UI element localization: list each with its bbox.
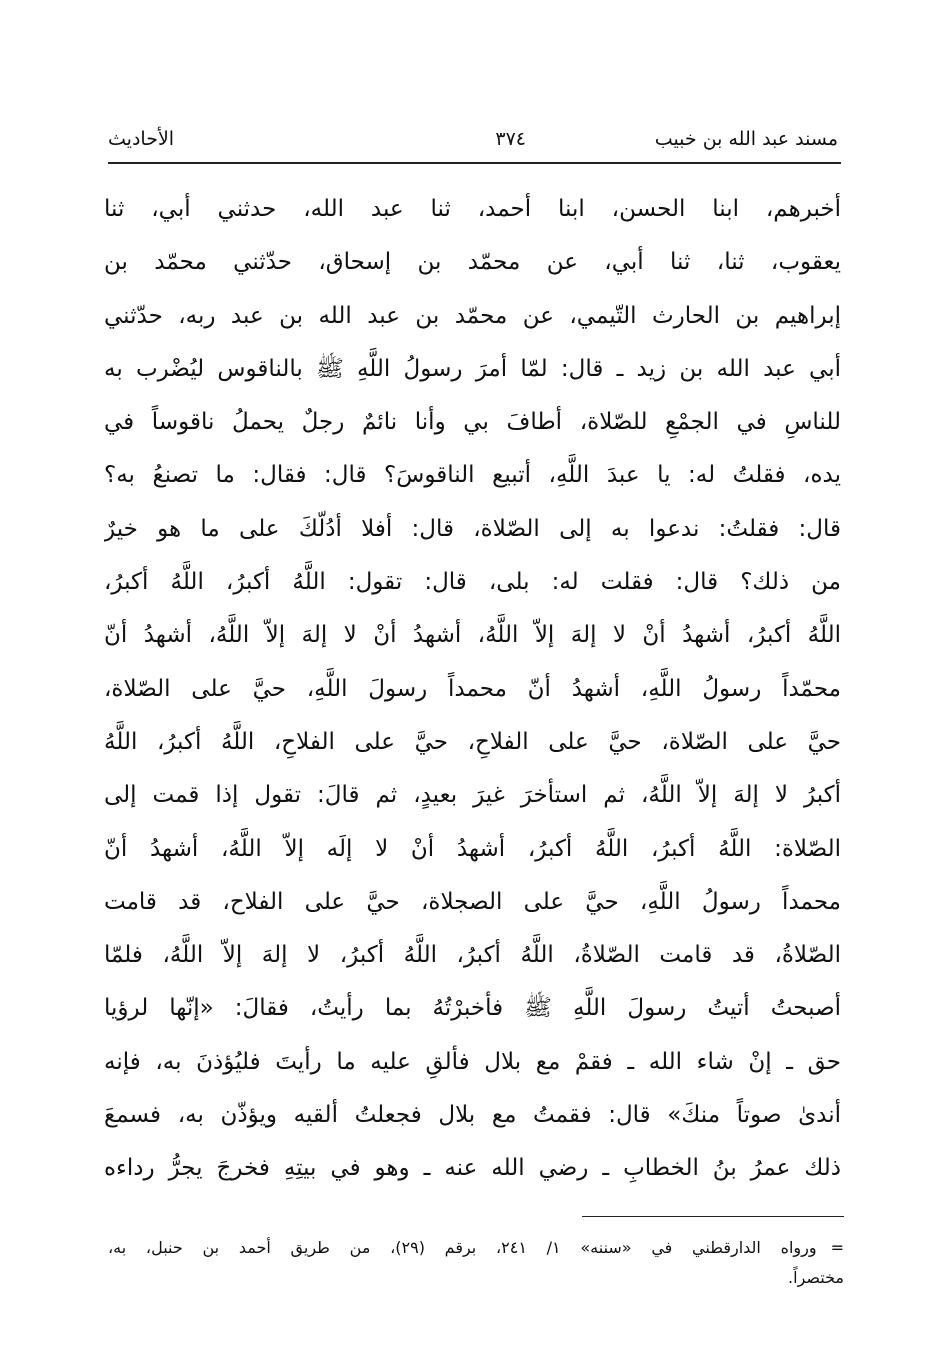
text-line: أصبحتُ أتيتُ رسولَ اللَّهِ ﷺ فأخبرْتُهُ بما رأيتُ، فقالَ: «إنّها لرؤيا	[104, 995, 841, 1022]
body-text	[104, 183, 841, 1196]
text-line: أبي عبد الله بن زيد ـ قال: لمّا أمرَ رسولُ اللَّهِ ﷺ بالناقوس ليُضْرب به	[104, 355, 841, 382]
text-line: الصّلاةُ، قد قامت الصّلاةُ، اللَّهُ أكبرُ، اللَّهُ أكبرُ، لا إلهَ إلاّ اللَّهُ، فلمّا	[104, 942, 841, 969]
running-header	[108, 128, 838, 164]
footnote-text: ورواه الدارقطني في «سننه» ١/ ٢٤١، برقم (٢٩)، من طريق أحمد بن حنبل، به،	[108, 1238, 817, 1257]
text-line: للناسِ في الجمْعِ للصّلاة، أطافَ بي وأنا نائمٌ رجلٌ يحملُ ناقوساً في	[104, 409, 841, 436]
text-line: أخبرهم، ابنا الحسن، ابنا أحمد، ثنا عبد الله، حدثني أبي، ثنا	[104, 196, 841, 222]
text-line: قال: فقلتُ: ندعوا به إلى الصّلاة، قال: أفلا أدُلّكَ على ما هو خيرٌ	[104, 515, 841, 542]
text-line: حق ـ إنْ شاء الله ـ فقمْ مع بلال فألقِ عليه ما رأيتَ فليُؤذنَ به، فإنه	[104, 1048, 841, 1075]
text-line: حيَّ على الصّلاة، حيَّ على الفلاحِ، حيَّ على الفلاحِ، اللَّهُ أكبرُ، اللَّهُ	[104, 728, 841, 755]
text-line: يعقوب، ثنا، ثنا أبي، عن محمّد بن إسحاق، حدّثني محمّد بن	[104, 249, 841, 276]
text-line: أندىٰ صوتاً منكَ» قال: فقمتُ مع بلال فجعلتُ ألقيه ويؤذّن به، فسمعَ	[104, 1102, 841, 1129]
text-line: محمّداً رسولُ اللَّهِ، أشهدُ أنّ محمداً رسولَ اللَّهِ، حيَّ على الصّلاة،	[104, 675, 841, 702]
text-line: اللَّهُ أكبرُ، أشهدُ أنْ لا إلهَ إلاّ اللَّهُ، أشهدُ أنْ لا إلهَ إلاّ اللَّهُ، أشهدُ أنّ	[104, 622, 841, 649]
text-line: محمداً رسولُ اللَّهِ، حيَّ على الصجلاة، حيَّ على الفلاح، قد قامت	[104, 888, 841, 915]
text-line: إبراهيم بن الحارث التّيمي، عن محمّد بن عبد الله بن عبد ربه، حدّثني	[104, 302, 841, 329]
text-line: من ذلك؟ قال: فقلت له: بلى، قال: تقول: اللَّهُ أكبرُ، اللَّهُ أكبرُ،	[104, 569, 841, 596]
footnote-line: مختصراً.	[788, 1268, 844, 1287]
footnote	[108, 1233, 844, 1293]
text-line: ذلك عمرُ بنُ الخطابِ ـ رضي الله عنه ـ وهو في بيتِهِ فخرجَ يجرُّ رداءه	[104, 1155, 841, 1182]
header-rule	[108, 162, 841, 164]
text-line: أكبرُ لا إلهَ إلاّ اللَّهُ، ثم استأخرَ غيرَ بعيدٍ، ثم قالَ: تقول إذا قمت إلى	[104, 782, 841, 809]
text-line: الصّلاة: اللَّهُ أكبرُ، اللَّهُ أكبرُ، أشهدُ أنْ لا إلَه إلاّ اللَّهُ، أشهدُ أنّ	[104, 835, 841, 862]
book-title: مسند عبد الله بن خبيب	[654, 128, 838, 150]
section-title: الأحاديث	[108, 128, 175, 150]
text-line: يده، فقلتُ له: يا عبدَ اللَّهِ، أتبيع الناقوسَ؟ قال: فقال: ما تصنعُ به؟	[104, 462, 841, 489]
page-number: ٣٧٤	[495, 128, 526, 150]
footnote-line	[108, 1233, 844, 1263]
footnote-continuation-marker: =	[830, 1238, 844, 1257]
footnote-rule	[582, 1216, 844, 1217]
